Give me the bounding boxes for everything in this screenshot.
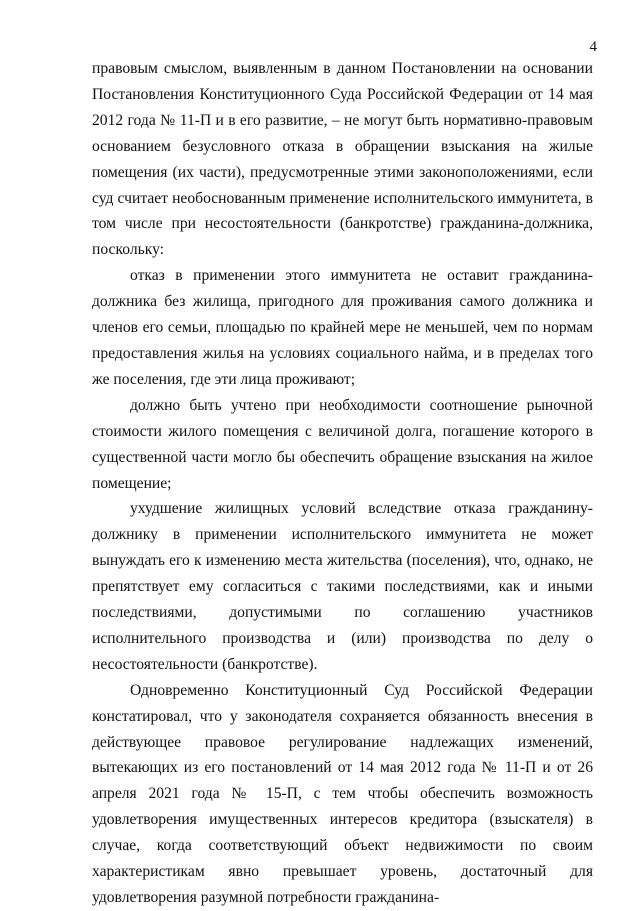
paragraph-condition-housing: отказ в применении этого иммунитета не оставит гражданина-должника без жилища, пригодного для проживания самого должника и членов его семьи, площадью по крайней мере не меньшей, чем по нормам предоставления жилья на условиях социального найма, и в пределах того же поселения, где эти лица проживают;	[92, 267, 593, 388]
paragraph-condition-market-value: должно быть учтено при необходимости соотношение рыночной стоимости жилого помещения с величиной долга, погашение которого в существенной части могло бы обеспечить обращение взыскания на жилое помещение;	[92, 396, 593, 492]
paragraph-condition-residence: ухудшение жилищных условий вследствие отказа гражданину-должнику в применении исполнительского иммунитета не может вынуждать его к изменению места жительства (поселения), что, однако, не препятствует ему согласиться с такими последствиями, как и иными последствиями, допустимыми по соглашению участников исполнительного производства и (или) производства по делу о несостоятельности (банкротстве).	[92, 500, 593, 673]
document-body	[92, 56, 593, 911]
paragraph-continuation: правовым смыслом, выявленным в данном Постановлении на основании Постановления Конституционного Суда Российской Федерации от 14 мая 2012 года № 11-П и в его развитие, – не могут быть нормативно-правовым основанием безусловного отказа в обращении взыскания на жилые помещения (их части), предусмотренные этими законоположениями, если суд считает необоснованным применение исполнительского иммунитета, в том числе при несостоятельности (банкротстве) гражданина-должника, поскольку:	[92, 60, 593, 259]
page-number: 4	[589, 39, 597, 55]
paragraph-legislator-duty: Одновременно Конституционный Суд Российской Федерации констатировал, что у законодателя сохраняется обязанность внесения в действующее правовое регулирование надлежащих изменений, вытекающих из его постановлений от 14 мая 2012 года № 11-П и от 26 апреля 2021 года № 15-П, с тем чтобы обеспечить возможность удовлетворения имущественных интересов кредитора (взыскателя) в случае, когда соответствующий объект недвижимости по своим характеристикам явно превышает уровень, достаточный для удовлетворения разумной потребности гражданина-	[92, 681, 593, 906]
